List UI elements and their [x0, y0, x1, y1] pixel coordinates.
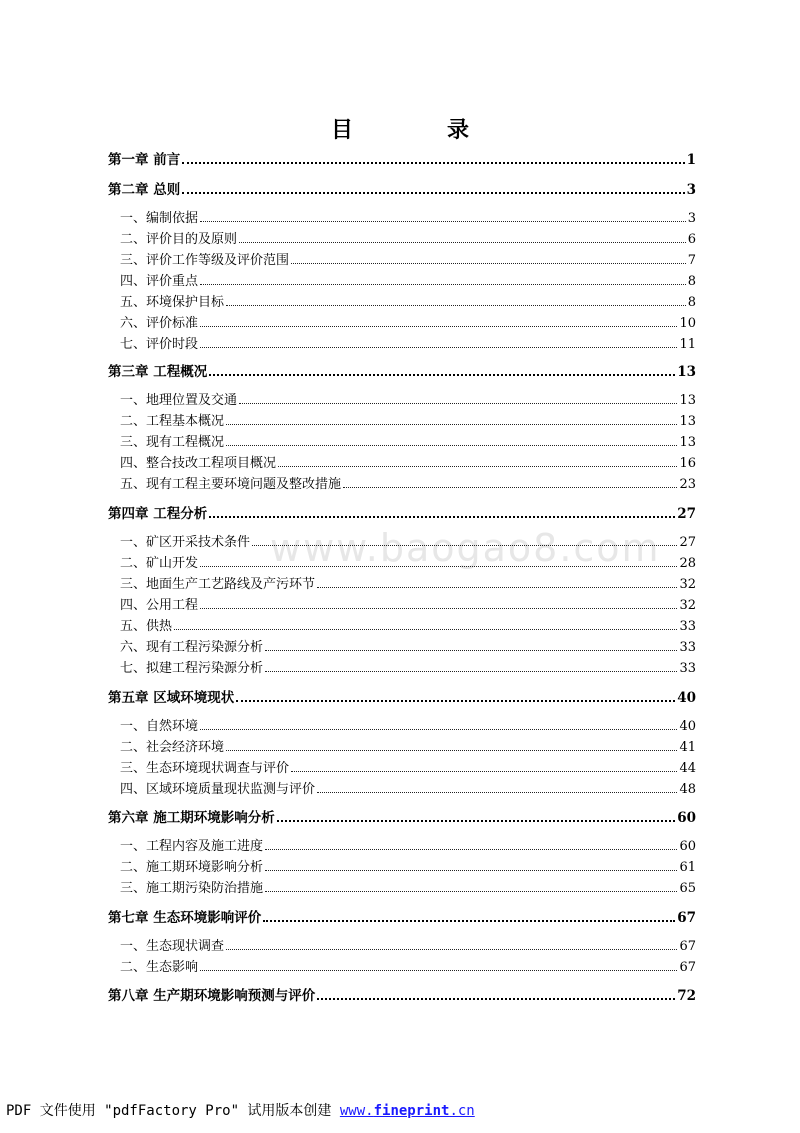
toc-section-row[interactable]	[108, 451, 696, 471]
toc-leader-dots	[239, 403, 677, 404]
toc-leader-dots	[252, 545, 677, 546]
toc-page-number: 11	[679, 337, 696, 352]
toc-section-row[interactable]	[108, 430, 696, 450]
toc-entry-label: 第三章 工程概况	[108, 364, 208, 380]
toc-entry-label: 二、评价目的及原则	[120, 232, 238, 247]
toc-leader-dots	[182, 192, 684, 194]
toc-page-number: 41	[679, 740, 696, 755]
toc-leader-dots	[236, 700, 675, 702]
toc-entry-label: 三、施工期污染防治措施	[120, 881, 264, 896]
toc-entry-label: 五、环境保护目标	[120, 295, 225, 310]
toc-leader-dots	[226, 445, 677, 446]
toc-entry-label: 四、公用工程	[120, 598, 199, 613]
toc-leader-dots	[265, 650, 677, 651]
toc-leader-dots	[263, 920, 675, 922]
toc-page-number: 60	[679, 839, 696, 854]
toc-leader-dots	[317, 587, 677, 588]
toc-page-number: 13	[679, 414, 696, 429]
toc-page-number: 33	[679, 619, 696, 634]
toc-page-number: 8	[687, 295, 696, 310]
toc-section-row[interactable]	[108, 227, 696, 247]
toc-entry-label: 第五章 区域环境现状	[108, 690, 235, 706]
toc-entry-label: 五、供热	[120, 619, 173, 634]
toc-section-row[interactable]	[108, 777, 696, 797]
toc-page-number: 13	[679, 393, 696, 408]
toc-page-number: 7	[687, 253, 696, 268]
toc-leader-dots	[291, 771, 677, 772]
toc-leader-dots	[209, 516, 675, 518]
toc-section-row[interactable]	[108, 311, 696, 331]
toc-entry-label: 三、生态环境现状调查与评价	[120, 761, 290, 776]
toc-section-row[interactable]	[108, 876, 696, 896]
toc-section-row[interactable]	[108, 714, 696, 734]
toc-page-number: 3	[686, 182, 696, 198]
toc-leader-dots	[182, 162, 684, 164]
toc-entry-label: 四、整合技改工程项目概况	[120, 456, 277, 471]
toc-section-row[interactable]	[108, 735, 696, 755]
toc-entry-label: 三、现有工程概况	[120, 435, 225, 450]
toc-chapter-row[interactable]	[108, 686, 696, 706]
toc-leader-dots	[265, 671, 677, 672]
footer-text: PDF 文件使用 "pdfFactory Pro" 试用版本创建	[6, 1103, 340, 1119]
toc-chapter-row[interactable]	[108, 148, 696, 168]
toc-leader-dots	[200, 729, 677, 730]
toc-leader-dots	[317, 792, 677, 793]
toc-entry-label: 二、社会经济环境	[120, 740, 225, 755]
toc-chapter-row[interactable]	[108, 806, 696, 826]
toc-leader-dots	[174, 629, 677, 630]
toc-leader-dots	[200, 566, 677, 567]
fineprint-link[interactable]: www.fineprint.cn	[339, 1103, 475, 1119]
toc-section-row[interactable]	[108, 409, 696, 429]
toc-leader-dots	[317, 998, 675, 1000]
toc-page-number: 67	[677, 910, 696, 926]
toc-page-number: 65	[679, 881, 696, 896]
toc-entry-label: 第一章 前言	[108, 152, 181, 168]
toc-page-number: 10	[679, 316, 696, 331]
toc-section-row[interactable]	[108, 934, 696, 954]
toc-entry-label: 二、施工期环境影响分析	[120, 860, 264, 875]
toc-page-number: 32	[679, 577, 696, 592]
toc-leader-dots	[200, 284, 686, 285]
toc-page-number: 32	[679, 598, 696, 613]
toc-leader-dots	[277, 820, 676, 822]
toc-page-number: 8	[687, 274, 696, 289]
toc-section-row[interactable]	[108, 530, 696, 550]
toc-entry-label: 三、地面生产工艺路线及产污环节	[120, 577, 316, 592]
toc-leader-dots	[265, 870, 677, 871]
toc-section-row[interactable]	[108, 388, 696, 408]
toc-section-row[interactable]	[108, 635, 696, 655]
toc-leader-dots	[265, 891, 677, 892]
toc-chapter-row[interactable]	[108, 906, 696, 926]
watermark: www.baogao8.com	[270, 526, 661, 570]
toc-leader-dots	[226, 750, 677, 751]
toc-page-number: 3	[687, 211, 696, 226]
toc-leader-dots	[291, 263, 686, 264]
toc-entry-label: 二、矿山开发	[120, 556, 199, 571]
toc-entry-label: 第八章 生产期环境影响预测与评价	[108, 988, 316, 1004]
toc-entry-label: 第四章 工程分析	[108, 506, 208, 522]
toc-page-number: 72	[677, 988, 696, 1004]
toc-entry-label: 一、编制依据	[120, 211, 199, 226]
toc-section-row[interactable]	[108, 656, 696, 676]
toc-entry-label: 七、拟建工程污染源分析	[120, 661, 264, 676]
toc-page-number: 16	[679, 456, 696, 471]
toc-entry-label: 二、生态影响	[120, 960, 199, 975]
toc-entry-label: 二、工程基本概况	[120, 414, 225, 429]
toc-page-number: 60	[677, 810, 696, 826]
toc-page-number: 67	[679, 939, 696, 954]
toc-section-row[interactable]	[108, 855, 696, 875]
toc-section-row[interactable]	[108, 572, 696, 592]
toc-entry-label: 六、现有工程污染源分析	[120, 640, 264, 655]
toc-page-number: 67	[679, 960, 696, 975]
toc-entry-label: 七、评价时段	[120, 337, 199, 352]
toc-page-number: 23	[679, 477, 696, 492]
toc-page-number: 13	[677, 364, 696, 380]
toc-section-row[interactable]	[108, 955, 696, 975]
toc-chapter-row[interactable]	[108, 360, 696, 380]
toc-leader-dots	[200, 326, 677, 327]
toc-entry-label: 第六章 施工期环境影响分析	[108, 810, 275, 826]
toc-entry-label: 五、现有工程主要环境问题及整改措施	[120, 477, 342, 492]
toc-leader-dots	[200, 970, 677, 971]
toc-section-row[interactable]	[108, 551, 696, 571]
toc-section-row[interactable]	[108, 332, 696, 352]
toc-page-number: 27	[679, 535, 696, 550]
toc-section-row[interactable]	[108, 269, 696, 289]
toc-leader-dots	[226, 305, 686, 306]
toc-section-row[interactable]	[108, 756, 696, 776]
toc-entry-label: 四、区域环境质量现状监测与评价	[120, 782, 316, 797]
toc-section-row[interactable]	[108, 472, 696, 492]
toc-leader-dots	[265, 849, 677, 850]
toc-page-number: 61	[679, 860, 696, 875]
toc-page-number: 33	[679, 640, 696, 655]
footer	[6, 1100, 475, 1120]
toc-leader-dots	[278, 466, 677, 467]
toc-entry-label: 一、工程内容及施工进度	[120, 839, 264, 854]
toc-page-number: 27	[677, 506, 696, 522]
toc-page-number: 48	[679, 782, 696, 797]
toc-page-number: 13	[679, 435, 696, 450]
toc-page-number: 1	[686, 152, 696, 168]
toc-leader-dots	[226, 424, 677, 425]
toc-leader-dots	[200, 347, 677, 348]
toc-leader-dots	[200, 221, 686, 222]
toc-page-number: 40	[677, 690, 696, 706]
toc-page-number: 6	[687, 232, 696, 247]
toc-page-number: 40	[679, 719, 696, 734]
toc-section-row[interactable]	[108, 614, 696, 634]
toc-entry-label: 六、评价标准	[120, 316, 199, 331]
toc-entry-label: 一、地理位置及交通	[120, 393, 238, 408]
toc-leader-dots	[200, 608, 677, 609]
toc-entry-label: 三、评价工作等级及评价范围	[120, 253, 290, 268]
toc-section-row[interactable]	[108, 206, 696, 226]
toc-section-row[interactable]	[108, 593, 696, 613]
toc-leader-dots	[209, 374, 675, 376]
toc-chapter-row[interactable]	[108, 178, 696, 198]
toc-entry-label: 四、评价重点	[120, 274, 199, 289]
toc-entry-label: 一、生态现状调查	[120, 939, 225, 954]
toc-section-row[interactable]	[108, 290, 696, 310]
toc-chapter-row[interactable]	[108, 984, 696, 1004]
toc-entry-label: 一、矿区开采技术条件	[120, 535, 251, 550]
toc-leader-dots	[239, 242, 686, 243]
toc-leader-dots	[226, 949, 677, 950]
toc-chapter-row[interactable]	[108, 502, 696, 522]
toc-section-row[interactable]	[108, 248, 696, 268]
toc-section-row[interactable]	[108, 834, 696, 854]
toc-entry-label: 第二章 总则	[108, 182, 181, 198]
toc-page-number: 33	[679, 661, 696, 676]
toc-entry-label: 一、自然环境	[120, 719, 199, 734]
page-title: 目 录	[330, 117, 505, 143]
toc-leader-dots	[343, 487, 677, 488]
toc-page-number: 28	[679, 556, 696, 571]
toc-entry-label: 第七章 生态环境影响评价	[108, 910, 262, 926]
toc-page-number: 44	[679, 761, 696, 776]
